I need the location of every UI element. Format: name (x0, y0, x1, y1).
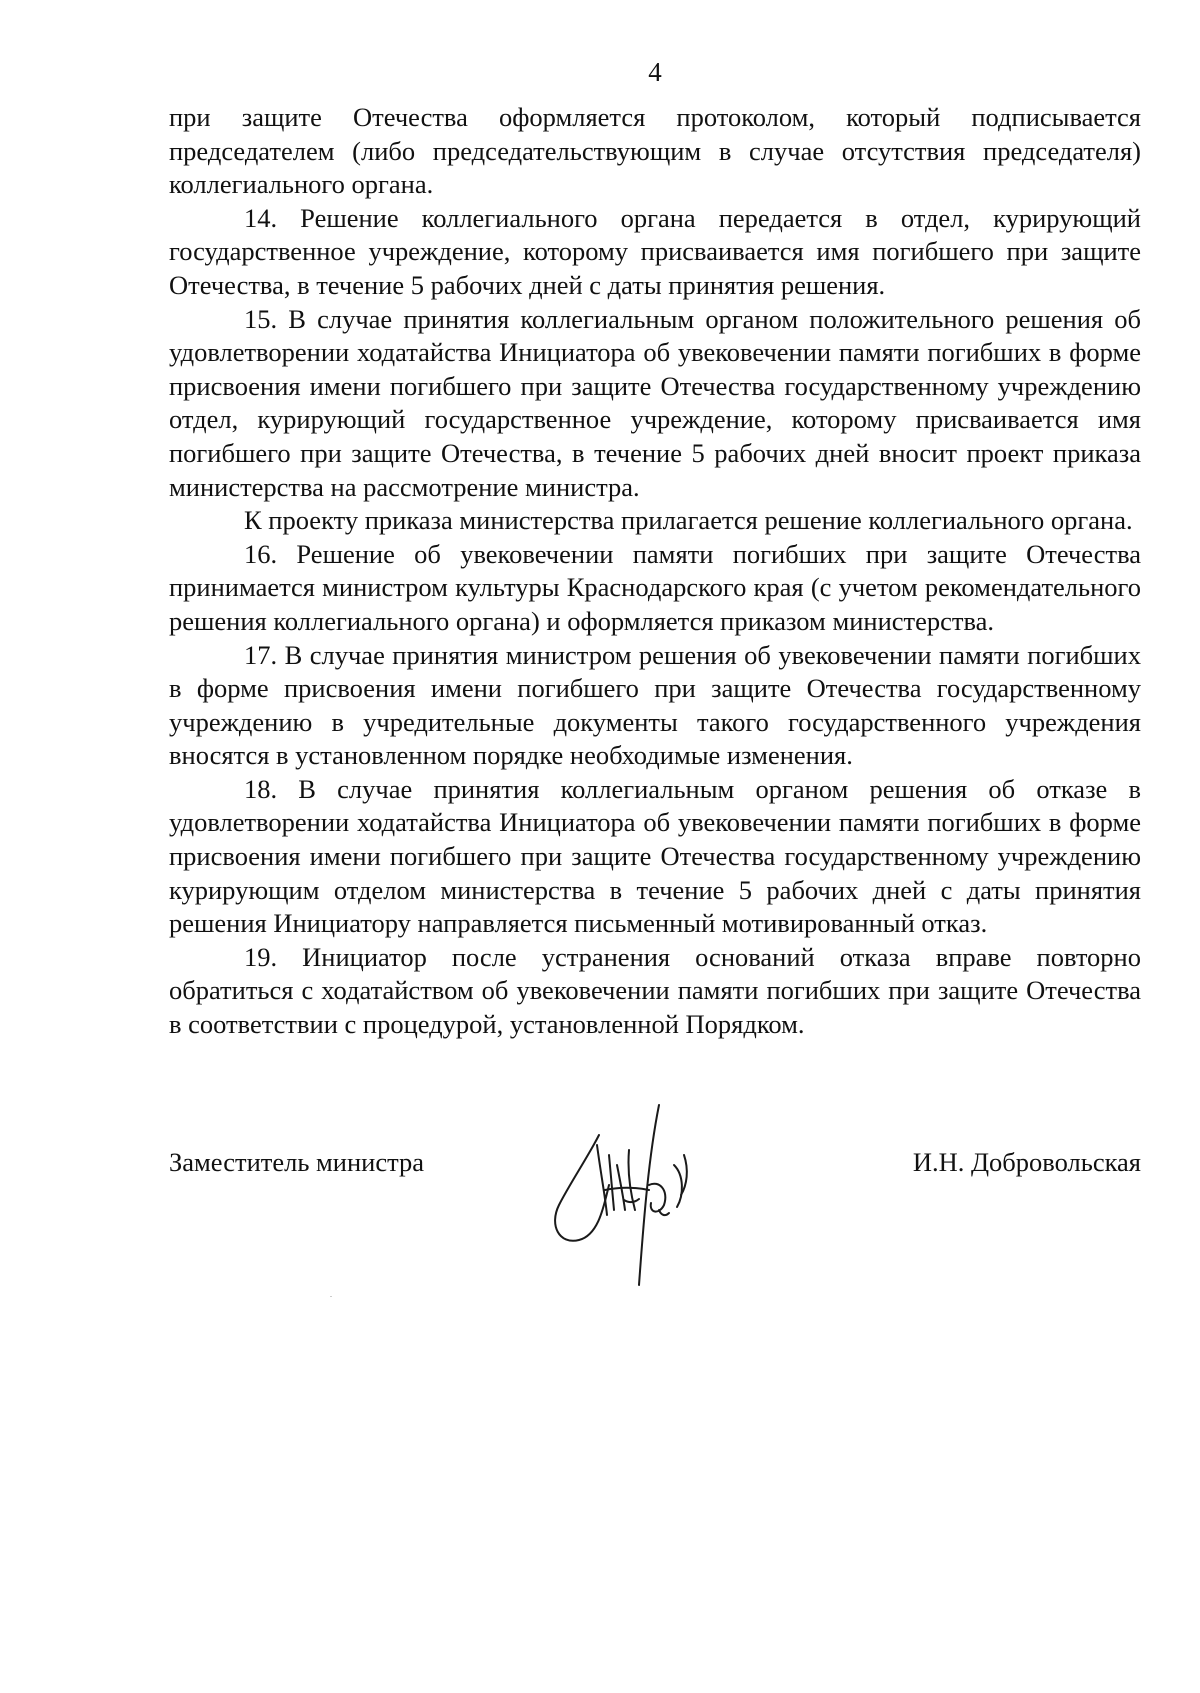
handwritten-signature (509, 1095, 709, 1295)
scan-artifact (330, 1296, 332, 1297)
paragraph-19: 19. Инициатор после устранения оснований отказа вправе повторно обратиться с ходатайством об увековечении памяти погибших при защите Отечества в соответствии с процедурой, установленной Порядком. (169, 941, 1141, 1040)
document-body (169, 101, 1141, 1042)
signatory-role: Заместитель министра (169, 1147, 425, 1177)
paragraph-continuation: при защите Отечества оформляется протоколом, который подписывается председателем (либо председательствующим в случае отсутствия председателя) коллегиального органа. (169, 102, 1141, 200)
paragraph-14: 14. Решение коллегиального органа передается в отдел, курирующий государственное учреждение, которому присваивается имя погибшего при защите Отечества, в течение 5 рабочих дней с даты принятия решения. (169, 202, 1141, 300)
paragraph-18: 18. В случае принятия коллегиальным органом решения об отказе в удовлетворении ходатайства Инициатора об увековечении памяти погибших в форме присвоения имени погибшего при защите Отечества государственному учреждению курирующим отделом министерства в течение 5 рабочих дней с даты принятия решения Инициатору направляется письменный мотивированный отказ. (169, 773, 1141, 939)
paragraph-16: 16. Решение об увековечении памяти погибших при защите Отечества принимается министром культуры Краснодарского края (с учетом рекомендательного решения коллегиального органа) и оформляется приказом министерства. (169, 538, 1141, 636)
signatory-name: И.Н. Добровольская (912, 1147, 1141, 1177)
paragraph-17: 17. В случае принятия министром решения об увековечении памяти погибших в форме присвоения имени погибшего при защите Отечества государственному учреждению в учредительные документы такого государственного учреждения вносятся в установленном порядке необходимые изменения. (169, 639, 1141, 771)
paragraph-15: 15. В случае принятия коллегиальным органом положительного решения об удовлетворении ходатайства Инициатора об увековечении памяти погибших в форме присвоения имени погибшего при защите Отечества государственному учреждению отдел, курирующий государственное учреждение, которому присваивается имя погибшего при защите Отечества, в течение 5 рабочих дней вносит проект приказа министерства на рассмотрение министра. (169, 303, 1141, 502)
page-number: 4 (648, 57, 662, 87)
paragraph-15-attachment: К проекту приказа министерства прилагается решение коллегиального органа. (244, 505, 1133, 536)
signature-block (169, 1145, 1141, 1295)
